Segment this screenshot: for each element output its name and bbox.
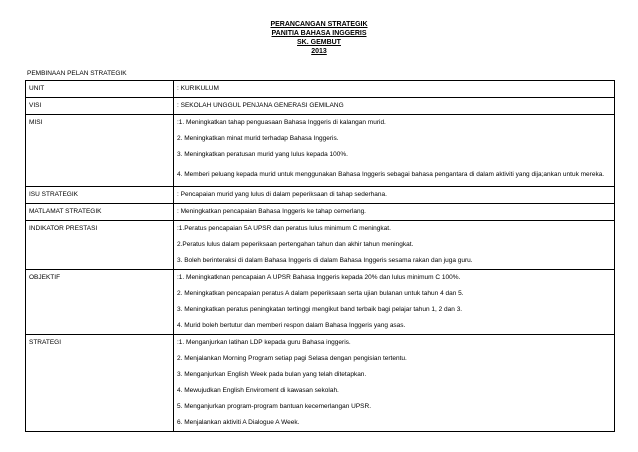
value-line: : SEKOLAH UNGGUL PENJANA GENERASI GEMILANG [177,102,344,109]
value-line: 4. Mewujudkan English Enviroment di kawasan sekolah. [177,387,339,394]
value-line: 3. Meningkatkan peratus peningkatan tertinggi mengikut band terbaik bagi pelajar tahun 1, 2 dan 3. [177,306,463,313]
value-line: : Pencapaian murid yang lulus di dalam peperiksaan di tahap sederhana. [177,191,387,198]
row-value [174,204,615,221]
value-line: 2. Meningkatkan pencapaian peratus A dalam peperiksaan serta ujian bulanan untuk tahun 4 dan 5. [177,290,464,297]
value-line: :1. Meningkatknan pencapaian A UPSR Bahasa Inggeris kepada 20% dan lulus minimum C 100%. [177,274,461,281]
header-year: 2013 [311,48,327,55]
strategic-plan-table [25,80,615,432]
row-value [174,98,615,115]
row-value [174,187,615,204]
row-matlamat-strategik [26,204,615,221]
value-line: 3. Meningkatkan peratusan murid yang lulus kepada 100%. [177,151,348,158]
value-line: 5. Menganjurkan program-program bantuan kecemerlangan UPSR. [177,403,372,410]
row-isu-strategik [26,187,615,204]
row-objektif [26,270,615,335]
row-unit [26,81,615,98]
value-line: 3. Menganjurkan English Week pada bulan yang telah ditetapkan. [177,371,367,378]
row-label: VISI [26,98,174,115]
row-label: STRATEGI [26,335,174,432]
row-strategi [26,335,615,432]
value-line: :1. Meningkatkan tahap penguasaan Bahasa Inggeris di kalangan murid. [177,119,386,126]
section-label: PEMBINAAN PELAN STRATEGIK [27,70,127,77]
value-line: 3. Boleh berinteraksi di dalam Bahasa Inggeris di dalam Bahasa Inggeris sesama rakan dan juga guru. [177,257,473,264]
value-line: 2.Peratus lulus dalam peperiksaan pertengahan tahun dan akhir tahun meningkat. [177,241,414,248]
row-label: ISU STRATEGIK [26,187,174,204]
header-panel: PANITIA BAHASA INGGERIS [271,30,367,37]
row-value [174,221,615,270]
header-title: PERANCANGAN STRATEGIK [270,21,368,28]
value-line: :1. Menganjurkan latihan LDP kepada guru Bahasa inggeris. [177,339,351,346]
row-value [174,335,615,432]
row-value [174,270,615,335]
row-visi [26,98,615,115]
value-line: 4. Murid boleh bertutur dan memberi respon dalam Bahasa Inggeris yang asas. [177,322,406,329]
row-value [174,115,615,187]
value-line: 4. Memberi peluang kepada murid untuk menggunakan Bahasa Inggeris sebagai bahasa pengantara di dalam aktiviti yang dija;ankan untuk mereka. [177,171,605,178]
row-label: MISI [26,115,174,187]
value-line: :1.Peratus pencapaian 5A UPSR dan peratus lulus minimum C meningkat. [177,225,391,232]
row-misi [26,115,615,187]
row-label: INDIKATOR PRESTASI [26,221,174,270]
row-label: MATLAMAT STRATEGIK [26,204,174,221]
header-school: SK. GEMBUT [297,39,341,46]
document-header [0,20,638,56]
value-line: 2. Meningkatkan minat murid terhadap Bahasa Inggeris. [177,135,339,142]
value-line: : KURIKULUM [177,85,219,92]
row-indikator-prestasi [26,221,615,270]
value-line: 6. Menjalankan aktiviti A Dialogue A Week. [177,419,300,426]
value-line: : Meningkatkan pencapaian Bahasa Inggeris ke tahap cemerlang. [177,208,366,215]
value-line: 2. Menjalankan Morning Program setiap pagi Selasa dengan pengisian tertentu. [177,355,407,362]
row-value [174,81,615,98]
row-label: OBJEKTIF [26,270,174,335]
row-label: UNIT [26,81,174,98]
